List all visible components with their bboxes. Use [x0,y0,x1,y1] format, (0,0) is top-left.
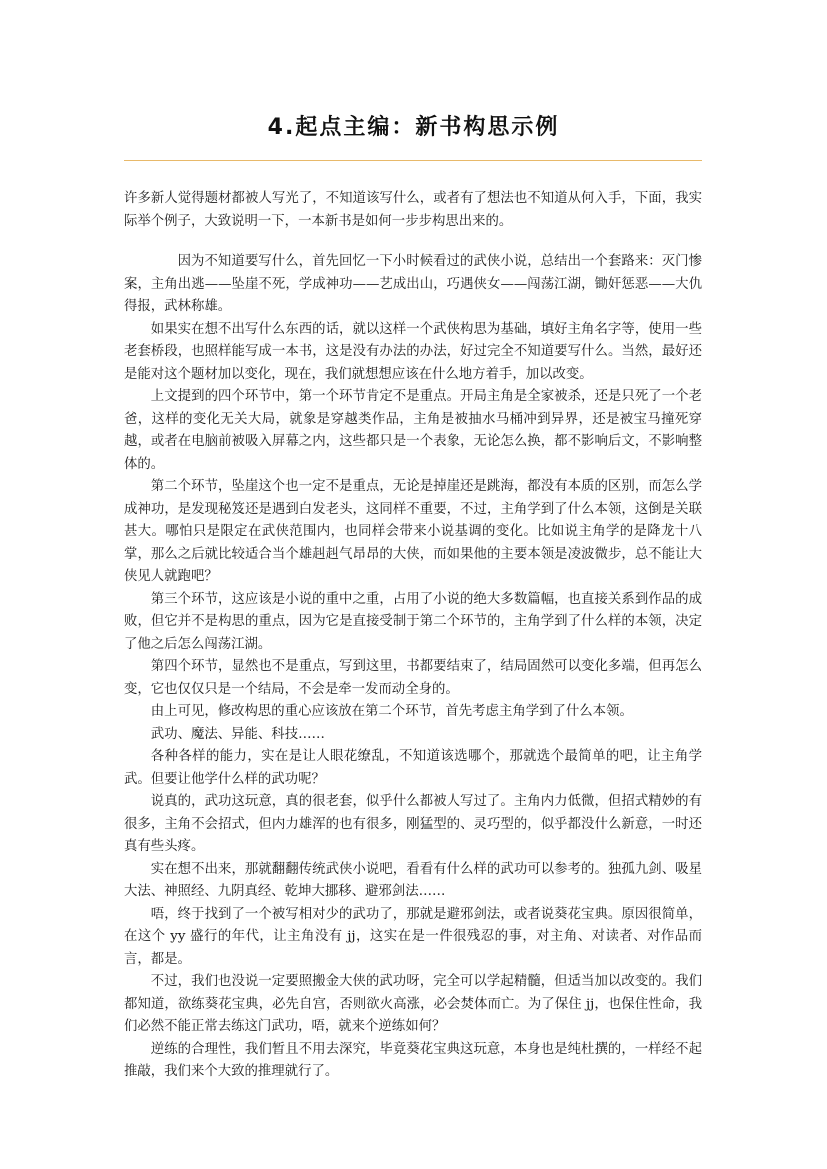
paragraph: 因为不知道要写什么，首先回忆一下小时候看过的武侠小说，总结出一个套路来：灭门惨案，主角出逃——坠崖不死，学成神功——艺成出山，巧遇侠女——闯荡江湖，锄奸惩恶——大仇得报，武林称雄。 [124,254,702,314]
paragraph: 第四个环节，显然也不是重点，写到这里，书都要结束了，结局固然可以变化多端，但再怎么变，它也仅仅只是一个结局，不会是牵一发而动全身的。 [124,659,702,697]
paragraph: 实在想不出来，那就翻翻传统武侠小说吧，看看有什么样的武功可以参考的。独孤九剑、吸星大法、神照经、九阴真经、乾坤大挪移、避邪剑法…… [124,861,702,899]
paragraph: 各种各样的能力，实在是让人眼花缭乱，不知道该选哪个，那就选个最简单的吧，让主角学武。但要让他学什么样的武功呢？ [124,749,702,787]
page-title: 4.起点主编：新书构思示例 [267,115,560,140]
paragraph: 如果实在想不出写什么东西的话，就以这样一个武侠构思为基础，填好主角名字等，使用一些老套桥段，也照样能写成一本书，这是没有办法的办法，好过完全不知道要写什么。当然，最好还是能对这个题材加以变化，现在，我们就想想应该在什么地方着手，加以改变。 [124,321,702,382]
paragraph-intro: 许多新人觉得题材都被人写光了，不知道该写什么，或者有了想法也不知道从何入手，下面，我实际举个例子，大致说明一下，一本新书是如何一步步构思出来的。 [124,191,702,229]
title-divider [124,160,702,161]
paragraph: 逆练的合理性，我们暂且不用去深究，毕竟葵花宝典这玩意，本身也是纯杜撰的，一样经不起推敲，我们来个大致的推理就行了。 [124,1041,702,1079]
paragraph: 第三个环节，这应该是小说的重中之重，占用了小说的绝大多数篇幅，也直接关系到作品的成败，但它并不是构思的重点，因为它是直接受制于第二个环节的，主角学到了什么样的本领，决定了他之后怎么闯荡江湖。 [124,591,702,652]
paragraph: 上文提到的四个环节中，第一个环节肯定不是重点。开局主角是全家被杀，还是只死了一个老爸，这样的变化无关大局，就象是穿越类作品，主角是被抽水马桶冲到异界，还是被宝马撞死穿越，或者在电脑前被吸入屏幕之内，这些都只是一个表象，无论怎么换，都不影响后文，不影响整体的。 [124,389,702,472]
paragraph: 由上可见，修改构思的重心应该放在第二个环节，首先考虑主角学到了什么本领。 [150,704,633,719]
paragraph: 唔，终于找到了一个被写相对少的武功了，那就是避邪剑法，或者说葵花宝典。原因很简单，在这个 yy 盛行的年代，让主角没有 jj，这实在是一件很残忍的事，对主角、对读者、对作品而言，都是。 [124,906,702,967]
paragraph: 不过，我们也没说一定要照搬金大侠的武功呀，完全可以学起精髓，但适当加以改变的。我们都知道，欲练葵花宝典，必先自宫，否则欲火高涨，必会焚体而亡。为了保住 jj，也保住性命，我们必然不能正常去练这门武功，唔，就来个逆练如何？ [124,974,702,1034]
paragraph: 第二个环节，坠崖这个也一定不是重点，无论是掉崖还是跳海，都没有本质的区别，而怎么学成神功，是发现秘笈还是遇到白发老头，这同样不重要，不过，主角学到了什么本领，这倒是关联甚大。哪怕只是限定在武侠范围内，也同样会带来小说基调的变化。比如说主角学的是降龙十八掌，那么之后就比较适合当个雄赳赳气昂昂的大侠，而如果他的主要本领是凌波微步，总不能让大侠见人就跑吧？ [124,479,702,584]
paragraph: 说真的，武功这玩意，真的很老套，似乎什么都被人写过了。主角内力低微，但招式精妙的有很多，主角不会招式，但内力雄浑的也有很多，刚猛型的、灵巧型的，似乎都没什么新意，一时还真有些头疼。 [124,794,702,854]
article-body [124,188,702,1084]
paragraph: 武功、魔法、异能、科技…… [150,726,325,742]
